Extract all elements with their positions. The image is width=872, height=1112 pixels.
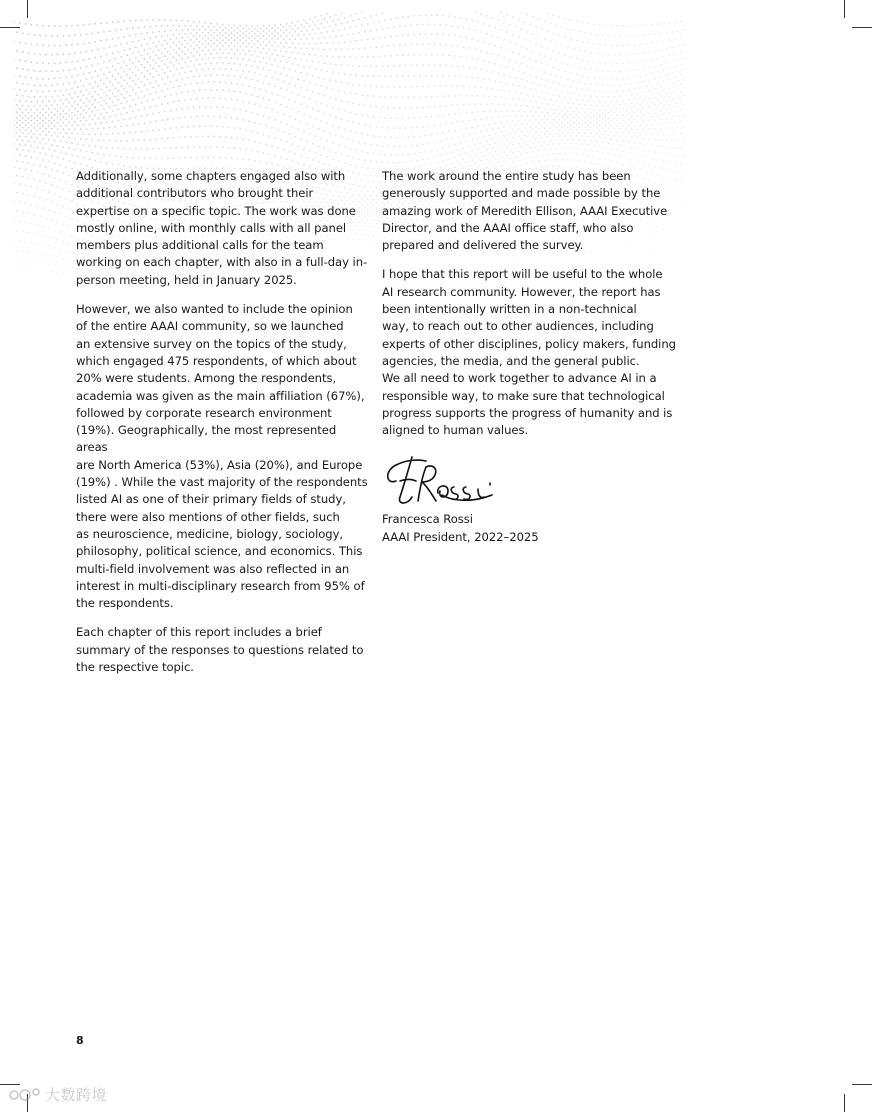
body-paragraph: I hope that this report will be useful to the whole AI research community. However, the report has been intentionally written in a non-technical way, to reach out to other audiences, including experts of other disciplines, policy makers, funding agencies, the media, and the general public. [382,267,676,368]
crop-mark [844,0,845,18]
left-column [76,168,368,688]
handwritten-signature [382,451,512,511]
right-column [382,168,678,546]
watermark-logo-icon [8,1086,42,1104]
watermark [8,1084,107,1105]
signatory-name: Francesca Rossi [382,512,473,527]
crop-mark [852,1084,872,1085]
crop-mark [852,27,872,28]
body-paragraph: Additionally, some chapters engaged also with additional contributors who brought their expertise on a specific topic. The work was done mostly online, with monthly calls with all panel members plus additional calls for the team working on each chapter, with also in a full-day in- person meeting, held in January 2025. [76,169,368,287]
body-paragraph: We all need to work together to advance AI in a responsible way, to make sure that technological progress supports the progress of humanity and is aligned to human values. [382,371,673,438]
body-paragraph: The work around the entire study has been generously supported and made possible by the amazing work of Meredith Ellison, AAAI Executive Director, and the AAAI office staff, who also prepared and delivered the survey. [382,169,668,253]
watermark-text: 大数跨境 [45,1086,108,1104]
body-paragraph: However, we also wanted to include the opinion of the entire AAAI community, so we launched an extensive survey on the topics of the study, which engaged 475 respondents, of which about 20% were students. Among the respondents, academia was given as the main affiliation (67%), followed by corporate research environment (19%). Geographically, the most represented areas are North America (53%), Asia (20%), and Europe (19%) . While the vast majority of the respondents listed AI as one of their primary fields of study, there were also mentions of other fields, such as neuroscience, medicine, biology, sociology, philosophy, political science, and economics. This multi-field involvement was also reflected in an interest in multi-disciplinary research from 95% of the respondents. [76,302,368,611]
signatory-role: AAAI President, 2022–2025 [382,529,539,544]
page-number: 8 [76,1034,84,1047]
crop-mark [844,1094,845,1112]
body-paragraph: Each chapter of this report includes a brief summary of the responses to questions related to the respective topic. [76,625,364,675]
